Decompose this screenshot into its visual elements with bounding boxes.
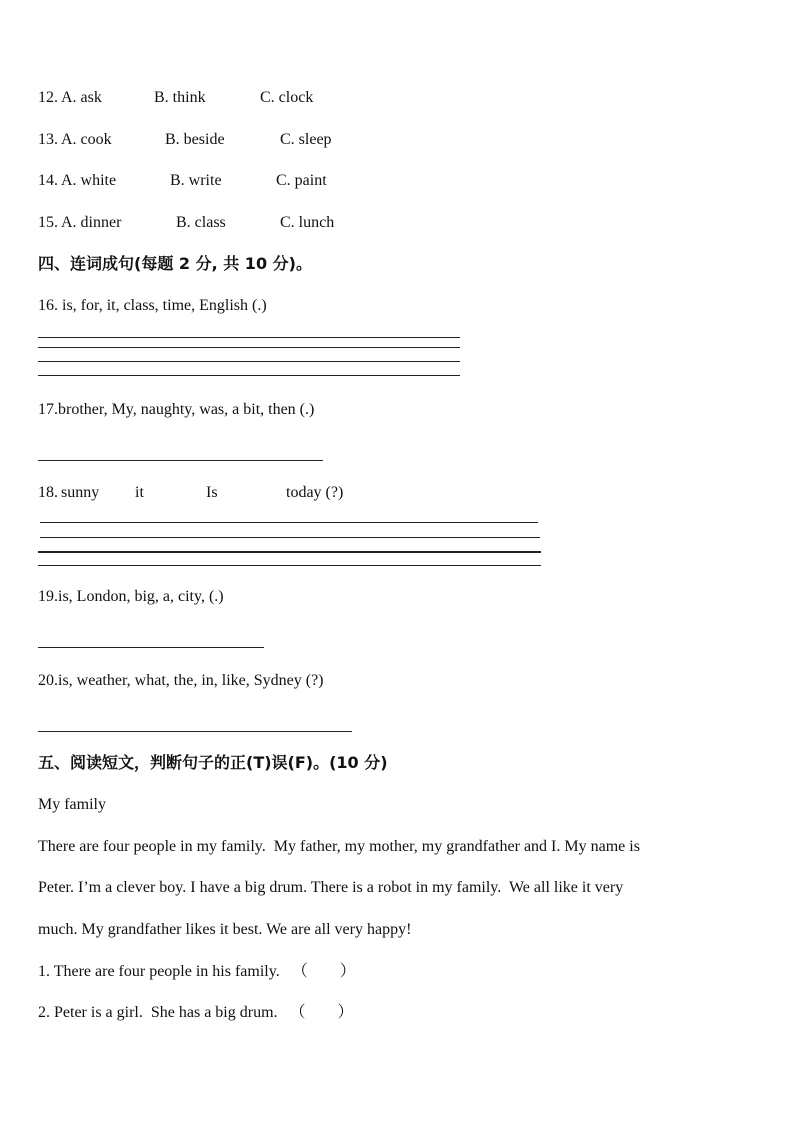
mc-option-a: A. ask [61,89,102,106]
mc-option-a: A. white [61,172,117,189]
mc-option-b: B. class [176,214,226,231]
answer-line [38,347,460,348]
question-19: 19.is, London, big, a, city, (.) [38,588,224,605]
true-false-question-2: 2. Peter is a girl. She has a big drum. （ ） [38,1004,354,1021]
question-18-word: sunny [61,484,100,501]
passage-line-3: much. My grandfather likes it best. We are all very happy! [38,921,412,938]
question-16: 16. is, for, it, class, time, English (.) [38,297,267,314]
section-4-heading: 四、连词成句(每题 2 分, 共 10 分)。 [38,254,312,273]
answer-line [40,522,538,523]
section-5-heading: 五、阅读短文，判断句子的正(T)误(F)。(10 分) [38,753,388,772]
mc-option-a: A. cook [61,131,112,148]
question-18-word: today (?) [286,484,344,501]
question-18-word: Is [206,484,218,501]
mc-option-b: B. write [170,172,222,189]
passage-line-1: There are four people in my family. My father, my mother, my grandfather and I. My name is [38,838,640,855]
mc-option-b: B. beside [165,131,225,148]
question-20: 20.is, weather, what, the, in, like, Sydney (?) [38,672,324,689]
answer-line [38,551,541,553]
mc-number: 12. [38,89,58,106]
mc-number: 14. [38,172,58,189]
mc-option-c: C. lunch [280,214,335,231]
answer-line [38,565,541,566]
mc-number: 15. [38,214,58,231]
answer-line [38,647,264,648]
question-18-number: 18. [38,484,58,501]
mc-option-a: A. dinner [61,214,122,231]
mc-number: 13. [38,131,58,148]
mc-option-c: C. sleep [280,131,332,148]
answer-line [38,731,352,732]
answer-line [40,537,540,538]
mc-option-b: B. think [154,89,206,106]
question-18-word: it [135,484,144,501]
question-17: 17.brother, My, naughty, was, a bit, then (.) [38,401,315,418]
answer-line [38,460,323,461]
mc-option-c: C. paint [276,172,327,189]
answer-line [38,337,460,338]
true-false-question-1: 1. There are four people in his family. （ ） [38,963,356,980]
passage-title: My family [38,796,106,813]
passage-line-2: Peter. I’m a clever boy. I have a big drum. There is a robot in my family. We all like it very [38,879,624,896]
answer-line [38,361,460,362]
answer-line [38,375,460,376]
mc-option-c: C. clock [260,89,314,106]
